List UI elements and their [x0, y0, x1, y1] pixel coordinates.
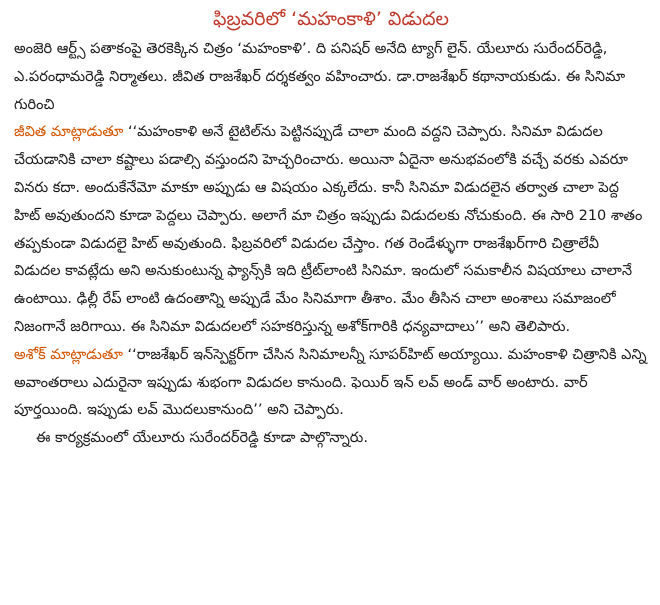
- quote-text-ashok: ‘‘రాజశేఖర్ ఇన్‌స్పెక్టర్‌గా చేసిన సినిమాలన్నీ సూపర్‌హిట్ అయ్యాయి. మహంకాళి చిత్రానికి ఎన్ని అవాంతరాలు ఎదురైనా ఇప్పుడు శుభంగా విడుదల కానుంది. ఫెయిర్ ఇన్ లవ్ అండ్ వార్ అంటారు. వార్ పూర్తయింది. ఇప్పుడు లవ్ మొదలుకానుంది’’ అని చెప్పారు.: [14, 346, 647, 419]
- speaker-jeevitha: జీవిత మాట్లాడుతూ: [14, 124, 124, 141]
- speaker-ashok: అశోక్ మాట్లాడుతూ: [14, 346, 123, 363]
- quote-paragraph-jeevitha: [14, 119, 648, 341]
- closing-paragraph: ఈ కార్యక్రమంలో యేలూరు సురేందర్‌రెడ్డి కూడా పాల్గొన్నారు.: [36, 430, 368, 447]
- intro-paragraph: అంజెరి ఆర్ట్స్ పతాకంపై తెరకెక్కిన చిత్రం ‘మహంకాళి’. ది పనిషర్ అనేది ట్యాగ్ లైన్. యేలూరు సురేందర్‌రెడ్డి, ఎ.పరంధామరెడ్డి నిర్మాతలు. జీవిత రాజశేఖర్ దర్శకత్వం వహించారు. డా.రాజశేఖర్ కథానాయకుడు. ఈ సినిమా గురించి: [14, 41, 626, 113]
- quote-paragraph-ashok: [14, 342, 648, 425]
- article-headline: ఫిబ్రవరిలో ‘మహంకాళి’ విడుదల: [213, 8, 449, 30]
- quote-text-jeevitha: ‘‘మహంకాళి అనే టైటిల్‌ను పెట్టినప్పుడే చాలా మంది వద్దని చెప్పారు. సినిమా విడుదల చేయడానికి చాలా కష్టాలు పడాల్సి వస్తుందని హెచ్చరించారు. అయినా ఏదైనా అనుభవంలోకి వచ్చే వరకు ఎవరూ వినరు కదా. అందుకేనేమో మాకూ అప్పుడు ఆ విషయం ఎక్కలేదు. కానీ సినిమా విడుదలైన తర్వాత చాలా పెద్ద హిట్ అవుతుందని కూడా పెద్దలు చెప్పారు. అలాగే మా చిత్రం ఇప్పుడు విడుదలకు నోచుకుంది. ఈ సారి 210 శాతం తప్పకుండా విడుదలై హిట్ అవుతుంది. ఫిబ్రవరిలో విడుదల చేస్తాం. గత రెండేళ్ళుగా రాజశేఖర్‌గారి చిత్రాలేవీ విడుదల కావట్లేదు అని అనుకుంటున్న ఫ్యాన్స్‌కి ఇది ట్రీట్‌లాంటి సినిమా. ఇందులో సమకాలీన విషయాలు చాలానే ఉంటాయి. ఢిల్లీ రేప్ లాంటి ఉదంతాన్ని అప్పుడే మేం సినిమాగా తీశాం. మేం తీసిన చాలా అంశాలు సమాజంలో నిజంగానే జరిగాయి. ఈ సినిమా విడుదలలో సహకరిస్తున్న అశోక్‌గారికి ధన్యవాదాలు’’ అని తెలిపారు.: [14, 124, 643, 335]
